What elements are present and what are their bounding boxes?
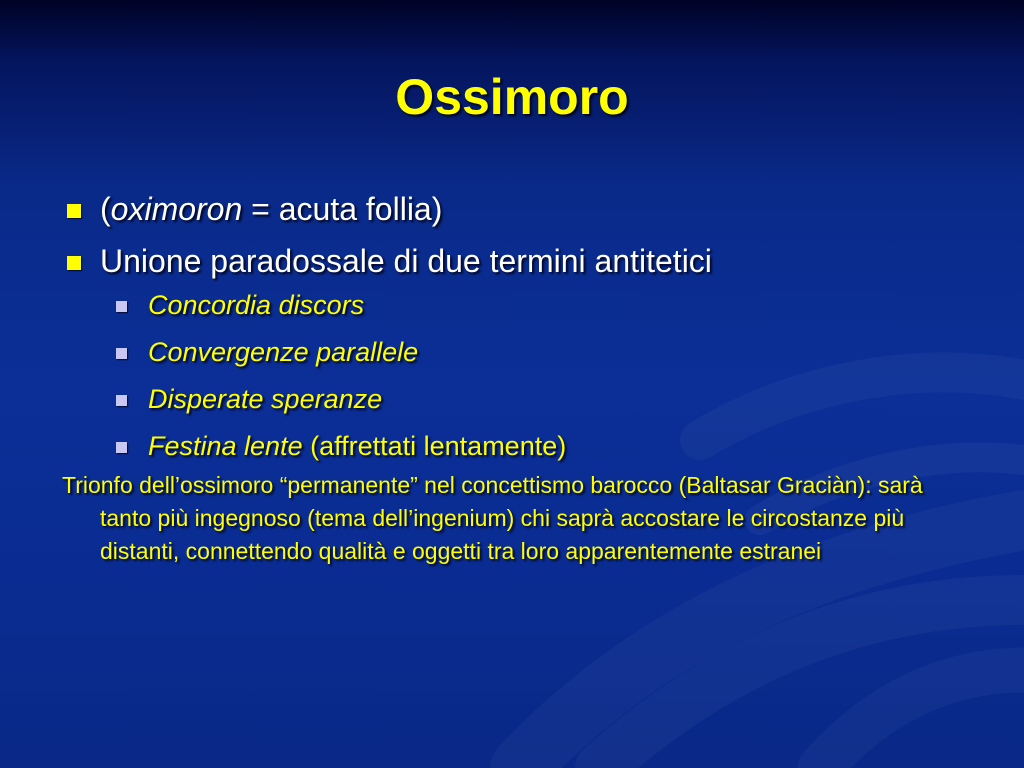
square-subbullet-icon bbox=[116, 395, 127, 406]
example-text: Concordia discors bbox=[148, 290, 365, 320]
square-bullet-icon bbox=[67, 204, 81, 218]
square-subbullet-icon bbox=[116, 301, 127, 312]
example-text: Convergenze parallele bbox=[148, 337, 419, 367]
example-item bbox=[148, 288, 1024, 322]
oximoron-term: oximoron bbox=[110, 191, 243, 227]
bullet-definition bbox=[100, 242, 1024, 280]
example-item bbox=[148, 335, 1024, 369]
baroque-note-paragraph: Trionfo dell’ossimoro “permanente” nel concettismo barocco (Baltasar Graciàn): sarà tanto più ingegnoso (tema dell’ingenium) chi saprà accostare le circostanze più distanti, connettendo qualità e oggetti tra loro apparentemente estranei bbox=[62, 472, 923, 564]
square-subbullet-icon bbox=[116, 348, 127, 359]
example-item bbox=[148, 382, 1024, 416]
example-text-italic: Festina lente bbox=[148, 431, 303, 461]
example-item bbox=[148, 429, 1024, 463]
oximoron-definition: = acuta follia) bbox=[242, 191, 443, 227]
bullet-oximoron bbox=[100, 190, 1024, 228]
slide-content bbox=[0, 190, 1024, 568]
example-text-translation: (affrettati lentamente) bbox=[302, 431, 567, 461]
paren-open: ( bbox=[100, 191, 111, 227]
example-text: Disperate speranze bbox=[148, 384, 383, 414]
square-bullet-icon bbox=[67, 256, 81, 270]
definition-text: Unione paradossale di due termini antitetici bbox=[100, 243, 712, 279]
slide-title: Ossimoro bbox=[395, 69, 629, 125]
square-subbullet-icon bbox=[116, 442, 127, 453]
